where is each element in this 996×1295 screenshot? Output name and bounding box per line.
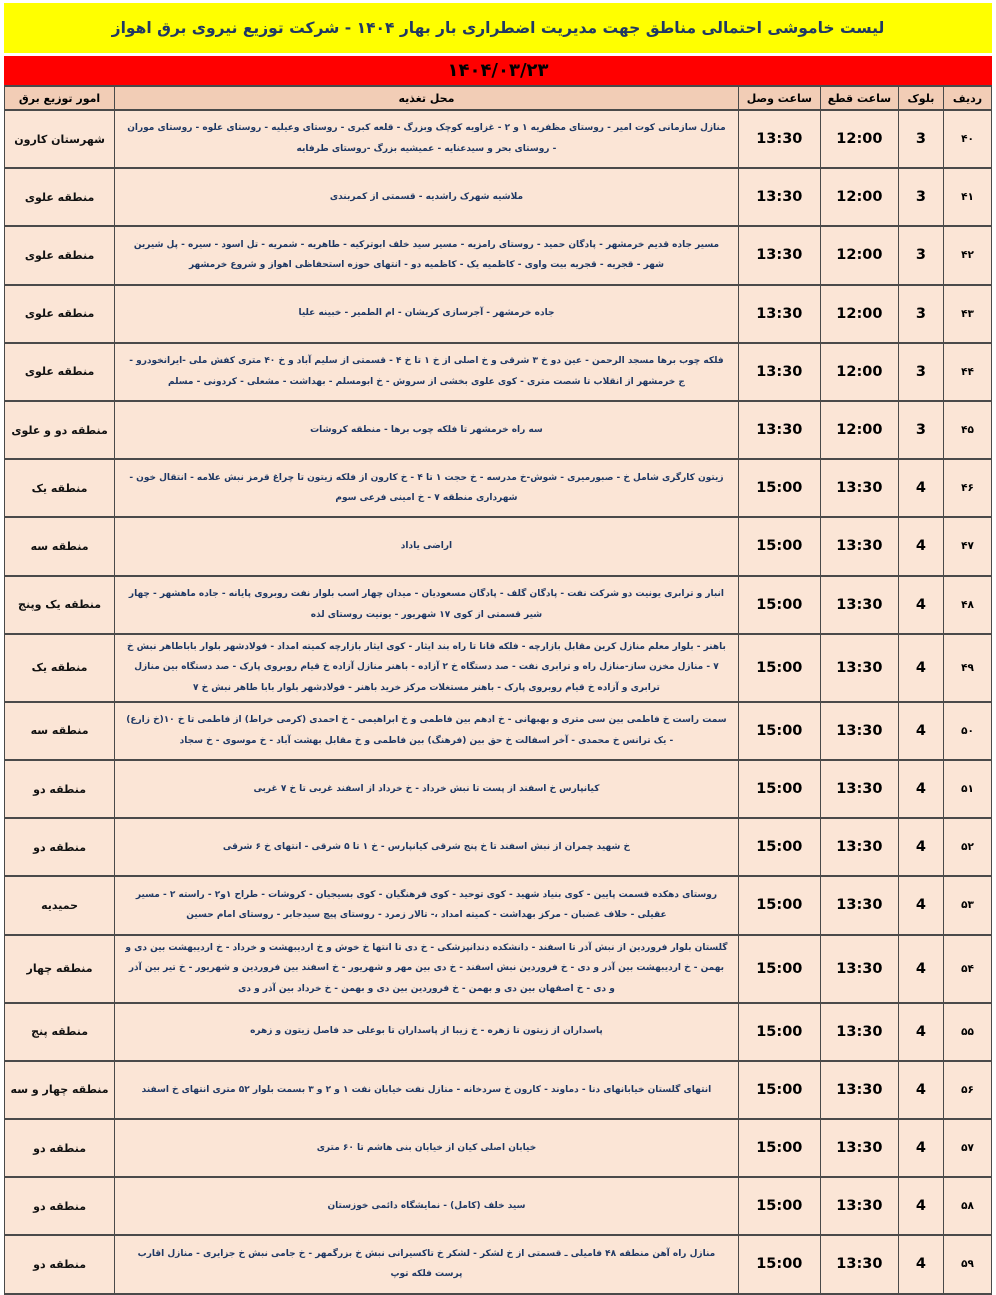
district: منطقه دو و علوی (5, 401, 115, 459)
district: منطقه چهار (5, 935, 115, 1003)
schedule-date: ۱۴۰۴/۰۳/۲۳ (447, 60, 549, 81)
connect-time: 13:30 (738, 285, 820, 343)
table-row (5, 634, 992, 702)
cut-time: 13:30 (820, 818, 898, 876)
district: منطقه دو (5, 1235, 115, 1293)
feeding-location: انتهای گلستان خیابانهای دنا - دماوند - کارون خ سردخانه - منازل نفت خیابان نفت ۱ و ۲ و ۳ بسمت بلوار ۵۲ متری انتهای خ اسفند (115, 1061, 739, 1119)
cut-time: 13:30 (820, 876, 898, 934)
row-number: ۵۴ (943, 935, 991, 1003)
cut-time: 12:00 (820, 401, 898, 459)
connect-time: 15:00 (738, 576, 820, 634)
row-number: ۴۹ (943, 634, 991, 702)
row-number: ۴۰ (943, 110, 991, 168)
connect-time: 15:00 (738, 517, 820, 575)
block-number: 4 (898, 1061, 943, 1119)
district: منطقه یک وپنج (5, 576, 115, 634)
district: منطقه پنج (5, 1003, 115, 1061)
row-number: ۵۱ (943, 760, 991, 818)
cut-time: 13:30 (820, 760, 898, 818)
table-row (5, 576, 992, 634)
feeding-location: سید خلف (کامل) - نمایشگاه دائمی خوزستان (115, 1177, 739, 1235)
block-number: 4 (898, 1177, 943, 1235)
table-header (5, 86, 992, 110)
cut-time: 13:30 (820, 459, 898, 517)
table-row (5, 285, 992, 343)
row-number: ۵۷ (943, 1119, 991, 1177)
row-number: ۵۵ (943, 1003, 991, 1061)
district: حمیدیه (5, 876, 115, 934)
block-number: 4 (898, 760, 943, 818)
table-row (5, 459, 992, 517)
col-header-district: امور توزیع برق (5, 86, 115, 110)
connect-time: 13:30 (738, 401, 820, 459)
row-number: ۴۲ (943, 226, 991, 284)
feeding-location: جاده خرمشهر - آجرسازی کریشان - ام الطمیر - خبینه علیا (115, 285, 739, 343)
table-row (5, 110, 992, 168)
row-number: ۴۳ (943, 285, 991, 343)
cut-time: 13:30 (820, 1235, 898, 1293)
connect-time: 15:00 (738, 1003, 820, 1061)
row-number: ۵۲ (943, 818, 991, 876)
block-number: 4 (898, 1119, 943, 1177)
feeding-location: کیانپارس خ اسفند از پست تا نبش خرداد - خ خرداد از اسفند غربی تا خ ۷ غربی (115, 760, 739, 818)
cut-time: 13:30 (820, 702, 898, 760)
feeding-location: زیتون کارگری شامل خ - صبورمیری - شوش-خ مدرسه - خ حجت ۱ تا ۴ - خ کارون از فلکه زیتون تا چراغ قرمز نبش علامه - انتقال خون - شهرداری منطقه ۷ - خ امینی فرعی سوم (115, 459, 739, 517)
table-row (5, 1003, 992, 1061)
block-number: 4 (898, 876, 943, 934)
table-row (5, 702, 992, 760)
block-number: 4 (898, 576, 943, 634)
block-number: 3 (898, 285, 943, 343)
connect-time: 15:00 (738, 760, 820, 818)
table-row (5, 343, 992, 401)
cut-time: 13:30 (820, 517, 898, 575)
cut-time: 12:00 (820, 226, 898, 284)
row-number: ۴۷ (943, 517, 991, 575)
col-header-cut-time: ساعت قطع (820, 86, 898, 110)
date-banner (4, 56, 992, 85)
cut-time: 13:30 (820, 1177, 898, 1235)
block-number: 4 (898, 634, 943, 702)
table-row (5, 1061, 992, 1119)
connect-time: 15:00 (738, 1177, 820, 1235)
district: منطقه سه (5, 517, 115, 575)
row-number: ۵۰ (943, 702, 991, 760)
district: منطقه یک (5, 459, 115, 517)
district: منطقه دو (5, 760, 115, 818)
connect-time: 15:00 (738, 459, 820, 517)
district: منطقه یک (5, 634, 115, 702)
block-number: 4 (898, 459, 943, 517)
feeding-location: باهنر - بلوار معلم منازل کرین مقابل بازارچه - فلکه قانا تا راه بند ایثار - کوی ایثار بازارچه کمیته امداد - فولادشهر بلوار باباطاهر نبش خ ۷ - منازل مخزن ساز-منازل راه و ترابری نفت - صد دستگاه خ ۲ آزاده - باهنر منازل آزاده خ قیام روبروی پارک - صد دستگاه بین منازل ترابری و آزاده خ قیام روبروی پارک - باهنر مستغلات مرکز خرید باهنر - فولادشهر بلوار بابا طاهر نبش خ ۷ (115, 634, 739, 702)
cut-time: 12:00 (820, 285, 898, 343)
feeding-location: پاسداران از زیتون تا زهره - خ زیبا از پاسداران تا بوعلی حد فاصل زیتون و زهره (115, 1003, 739, 1061)
feeding-location: انبار و ترابری یونیت دو شرکت نفت - پادگان گلف - پادگان مسعودیان - میدان چهار اسب بلوار نفت روبروی پایانه - جاده ماهشهر - چهار شیر قسمتی از کوی ۱۷ شهریور - یونیت روستای لذه (115, 576, 739, 634)
row-number: ۴۱ (943, 168, 991, 226)
cut-time: 13:30 (820, 1003, 898, 1061)
cut-time: 13:30 (820, 576, 898, 634)
table-row (5, 935, 992, 1003)
connect-time: 15:00 (738, 818, 820, 876)
col-header-connect-time: ساعت وصل (738, 86, 820, 110)
row-number: ۵۶ (943, 1061, 991, 1119)
block-number: 3 (898, 226, 943, 284)
connect-time: 15:00 (738, 1061, 820, 1119)
connect-time: 15:00 (738, 702, 820, 760)
cut-time: 12:00 (820, 168, 898, 226)
block-number: 3 (898, 110, 943, 168)
cut-time: 12:00 (820, 343, 898, 401)
feeding-location: روستای دهکده قسمت پایین - کوی بنیاد شهید - کوی توحید - کوی فرهنگیان - کوی بسیجیان - کروشات - طراح ۱و۲ - راسته ۲ - مسیر عقیلی - حلاف غضبان - مرکز بهداشت - کمیته امداد ،- تالار زمرد - روستای پیچ سیدجابر - روستای امام حسین (115, 876, 739, 934)
district: منطقه دو (5, 1177, 115, 1235)
district: منطقه علوی (5, 226, 115, 284)
district: منطقه سه (5, 702, 115, 760)
header-row (5, 86, 992, 110)
row-number: ۵۹ (943, 1235, 991, 1293)
table-row (5, 1119, 992, 1177)
block-number: 4 (898, 702, 943, 760)
feeding-location: منازل سازمانی کوت امیر - روستای مظفریه ۱ و ۲ - غزاویه کوچک وبزرگ - قلعه کبری - روستای وعیلیه - روستای علوه - روستای موران - روستای بحر و سیدعنایه - عمیشیه بزرگ -روستای طرفایه (115, 110, 739, 168)
row-number: ۴۸ (943, 576, 991, 634)
connect-time: 13:30 (738, 226, 820, 284)
block-number: 3 (898, 343, 943, 401)
col-header-row-number: ردیف (943, 86, 991, 110)
title-banner (4, 3, 992, 53)
table-row (5, 760, 992, 818)
table-row (5, 876, 992, 934)
district: شهرستان کارون (5, 110, 115, 168)
table-row (5, 517, 992, 575)
block-number: 4 (898, 517, 943, 575)
col-header-block: بلوک (898, 86, 943, 110)
district: منطقه علوی (5, 343, 115, 401)
feeding-location: سه راه خرمشهر تا فلکه چوب برها - منطقه کروشات (115, 401, 739, 459)
district: منطقه علوی (5, 285, 115, 343)
table-row (5, 1177, 992, 1235)
outage-table (4, 85, 992, 1295)
cut-time: 13:30 (820, 1061, 898, 1119)
table-body (5, 110, 992, 1294)
district: منطقه علوی (5, 168, 115, 226)
connect-time: 15:00 (738, 1119, 820, 1177)
table-row (5, 401, 992, 459)
table-row (5, 818, 992, 876)
feeding-location: خیابان اصلی کیان از خیابان بنی هاشم تا ۶۰ متری (115, 1119, 739, 1177)
district: منطقه دو (5, 1119, 115, 1177)
table-row (5, 168, 992, 226)
block-number: 4 (898, 935, 943, 1003)
col-header-feeding-location: محل تغذیه (115, 86, 739, 110)
row-number: ۵۸ (943, 1177, 991, 1235)
connect-time: 15:00 (738, 1235, 820, 1293)
connect-time: 15:00 (738, 935, 820, 1003)
table-row (5, 1235, 992, 1293)
cut-time: 13:30 (820, 1119, 898, 1177)
row-number: ۵۳ (943, 876, 991, 934)
row-number: ۴۶ (943, 459, 991, 517)
feeding-location: مسیر جاده قدیم خرمشهر - پادگان حمید - روستای رامزیه - مسیر سید خلف ابوترکیه - طاهریه - شمریه - تل اسود - سیره - پل شیرین شهر - قجریه - قجریه بیت واوی - کاظمیه یک - کاظمیه دو - انتهای حوزه استحفاظی اهواز و شروع خرمشهر (115, 226, 739, 284)
feeding-location: منازل راه آهن منطقه ۴۸ فامیلی ـ قسمتی از خ لشکر - لشکر خ تاکسیرانی نبش خ بزرگمهر - خ جامی نبش خ جزایری - منازل اقارب پرست فلکه توپ (115, 1235, 739, 1293)
block-number: 4 (898, 1235, 943, 1293)
feeding-location: سمت راست خ فاطمی بین سی متری و بهبهانی - خ ادهم بین فاطمی و خ ابراهیمی - خ احمدی (کرمی خراط) از فاطمی تا خ ۱۰(خ زارع) - یک ترانس خ محمدی - آخر اسفالت خ حق بین (فرهنگ) بین فاطمی و خ مقابل بهشت آباد - خ موسوی - خ سجاد (115, 702, 739, 760)
connect-time: 13:30 (738, 110, 820, 168)
connect-time: 13:30 (738, 343, 820, 401)
feeding-location: فلکه چوب برها مسجد الرحمن - عین دو خ ۳ شرقی و خ اصلی از خ ۱ تا خ ۴ - قسمتی از سلیم آباد و خ ۴۰ متری کفش ملی -ایرانخودرو - ج خرمشهر از انقلاب تا شصت متری - کوی علوی بخشی از سروش - خ ابومسلم - بهداشت - مشعلی - کردونی - مسلم (115, 343, 739, 401)
feeding-location: گلستان بلوار فروردین از نبش آذر تا اسفند - دانشکده دندانپزشکی - خ دی تا انتها خ خوش و خ اردیبهشت و خرداد - خ اردیبهشت بین دی و بهمن - خ اردیبهشت بین آذر و دی - خ فروردین نبش اسفند - خ دی بین مهر و شهریور - خ اسفند بین فروردین و شهریور - خ تیر بین آذر و دی - خ اصفهان بین دی و بهمن - خ فروردین بین دی و بهمن - خ خرداد بین آذر و دی (115, 935, 739, 1003)
feeding-location: ملاشیه شهرک راشدیه - قسمتی از کمربندی (115, 168, 739, 226)
cut-time: 13:30 (820, 634, 898, 702)
block-number: 3 (898, 401, 943, 459)
cut-time: 12:00 (820, 110, 898, 168)
district: منطقه دو (5, 818, 115, 876)
table-row (5, 226, 992, 284)
cut-time: 13:30 (820, 935, 898, 1003)
feeding-location: اراضی یاداد (115, 517, 739, 575)
row-number: ۴۴ (943, 343, 991, 401)
block-number: 3 (898, 168, 943, 226)
page-title: لیست خاموشی احتمالی مناطق جهت مدیریت اضطراری بار بهار ۱۴۰۴ - شرکت توزیع نیروی برق اهواز (111, 19, 885, 37)
connect-time: 15:00 (738, 634, 820, 702)
feeding-location: خ شهید چمران از نبش اسفند تا خ پنج شرقی کیانپارس - خ ۱ تا ۵ شرقی - انتهای خ ۶ شرقی (115, 818, 739, 876)
row-number: ۴۵ (943, 401, 991, 459)
connect-time: 13:30 (738, 168, 820, 226)
connect-time: 15:00 (738, 876, 820, 934)
block-number: 4 (898, 1003, 943, 1061)
district: منطقه چهار و سه (5, 1061, 115, 1119)
block-number: 4 (898, 818, 943, 876)
